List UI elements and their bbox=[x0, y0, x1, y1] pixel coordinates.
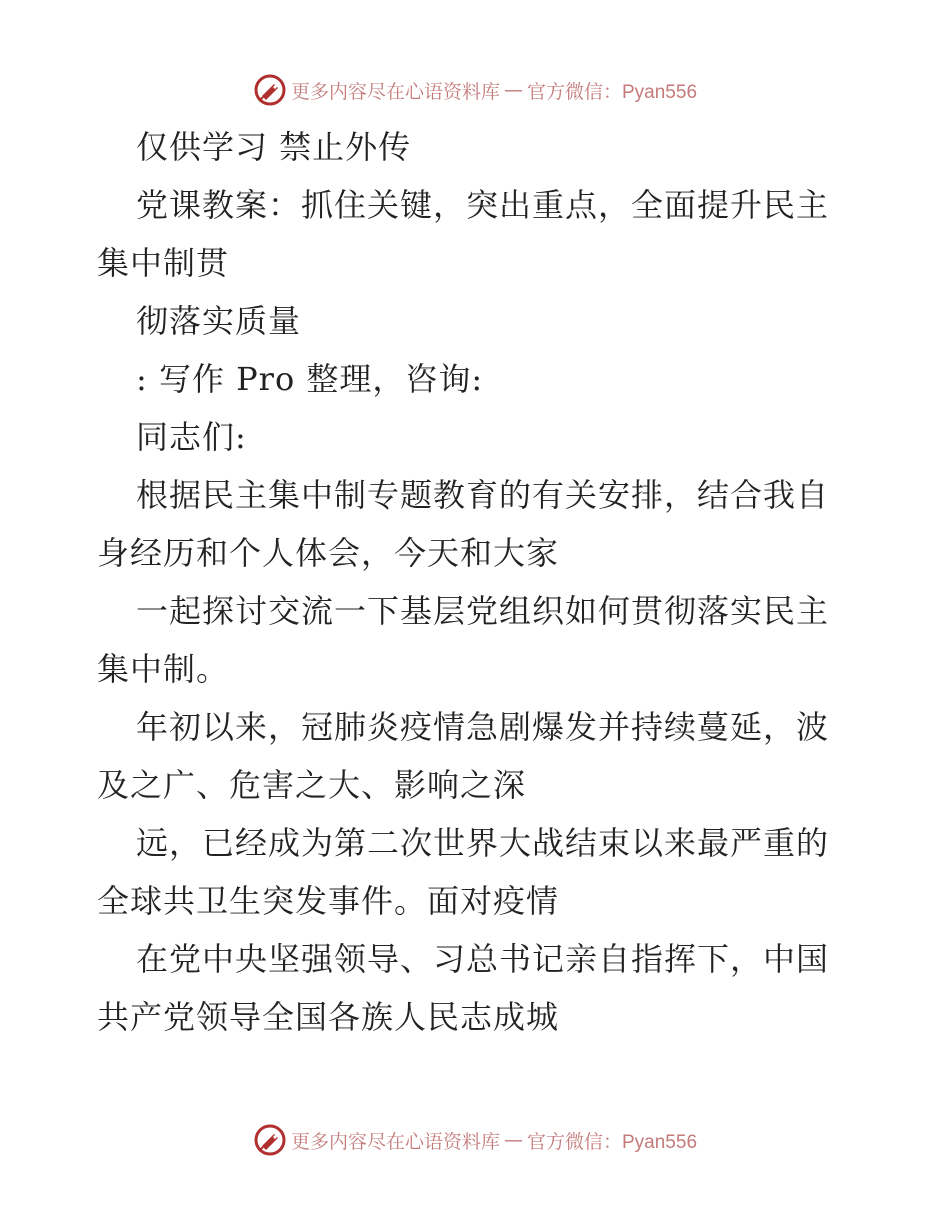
text-line: 一起探讨交流一下基层党组织如何贯彻落实民主 bbox=[136, 592, 830, 630]
watermark-contact: 官方微信：Pyan556 bbox=[527, 1131, 698, 1153]
pen-nib-logo-icon bbox=[253, 73, 287, 107]
watermark-text: 更多内容尽在心语资料库 bbox=[290, 80, 500, 103]
text-line: 集中制。 bbox=[97, 650, 230, 688]
footer-watermark bbox=[0, 1120, 950, 1160]
text-line: 全球共卫生突发事件。面对疫情 bbox=[97, 882, 560, 920]
text-line: 仅供学习 禁止外传 bbox=[136, 128, 412, 166]
text-line: : 写作 Pro 整理，咨询: bbox=[136, 360, 484, 398]
text-line: 彻落实质量 bbox=[136, 302, 302, 340]
text-line: 同志们: bbox=[136, 418, 247, 456]
text-line: 党课教案：抓住关键，突出重点，全面提升民主 bbox=[136, 186, 830, 224]
pen-nib-logo-icon bbox=[253, 1123, 287, 1157]
watermark-separator: — bbox=[504, 79, 523, 101]
text-line: 在党中央坚强领导、习总书记亲自指挥下，中国 bbox=[136, 940, 830, 978]
text-line: 共产党领导全国各族人民志成城 bbox=[97, 998, 560, 1036]
watermark-contact: 官方微信：Pyan556 bbox=[527, 81, 698, 103]
text-line: 集中制贯 bbox=[97, 244, 230, 282]
watermark-text: 更多内容尽在心语资料库 bbox=[290, 1130, 500, 1153]
header-watermark bbox=[0, 70, 950, 110]
text-line: 年初以来，冠肺炎疫情急剧爆发并持续蔓延，波 bbox=[136, 708, 830, 746]
document-body bbox=[97, 118, 857, 1046]
text-line: 远，已经成为第二次世界大战结束以来最严重的 bbox=[136, 824, 830, 862]
watermark-separator: — bbox=[504, 1129, 523, 1151]
watermark-group bbox=[253, 73, 697, 107]
text-line: 及之广、危害之大、影响之深 bbox=[97, 766, 527, 804]
text-line: 身经历和个人体会，今天和大家 bbox=[97, 534, 560, 572]
watermark-group bbox=[253, 1123, 697, 1157]
text-line: 根据民主集中制专题教育的有关安排，结合我自 bbox=[136, 476, 830, 514]
